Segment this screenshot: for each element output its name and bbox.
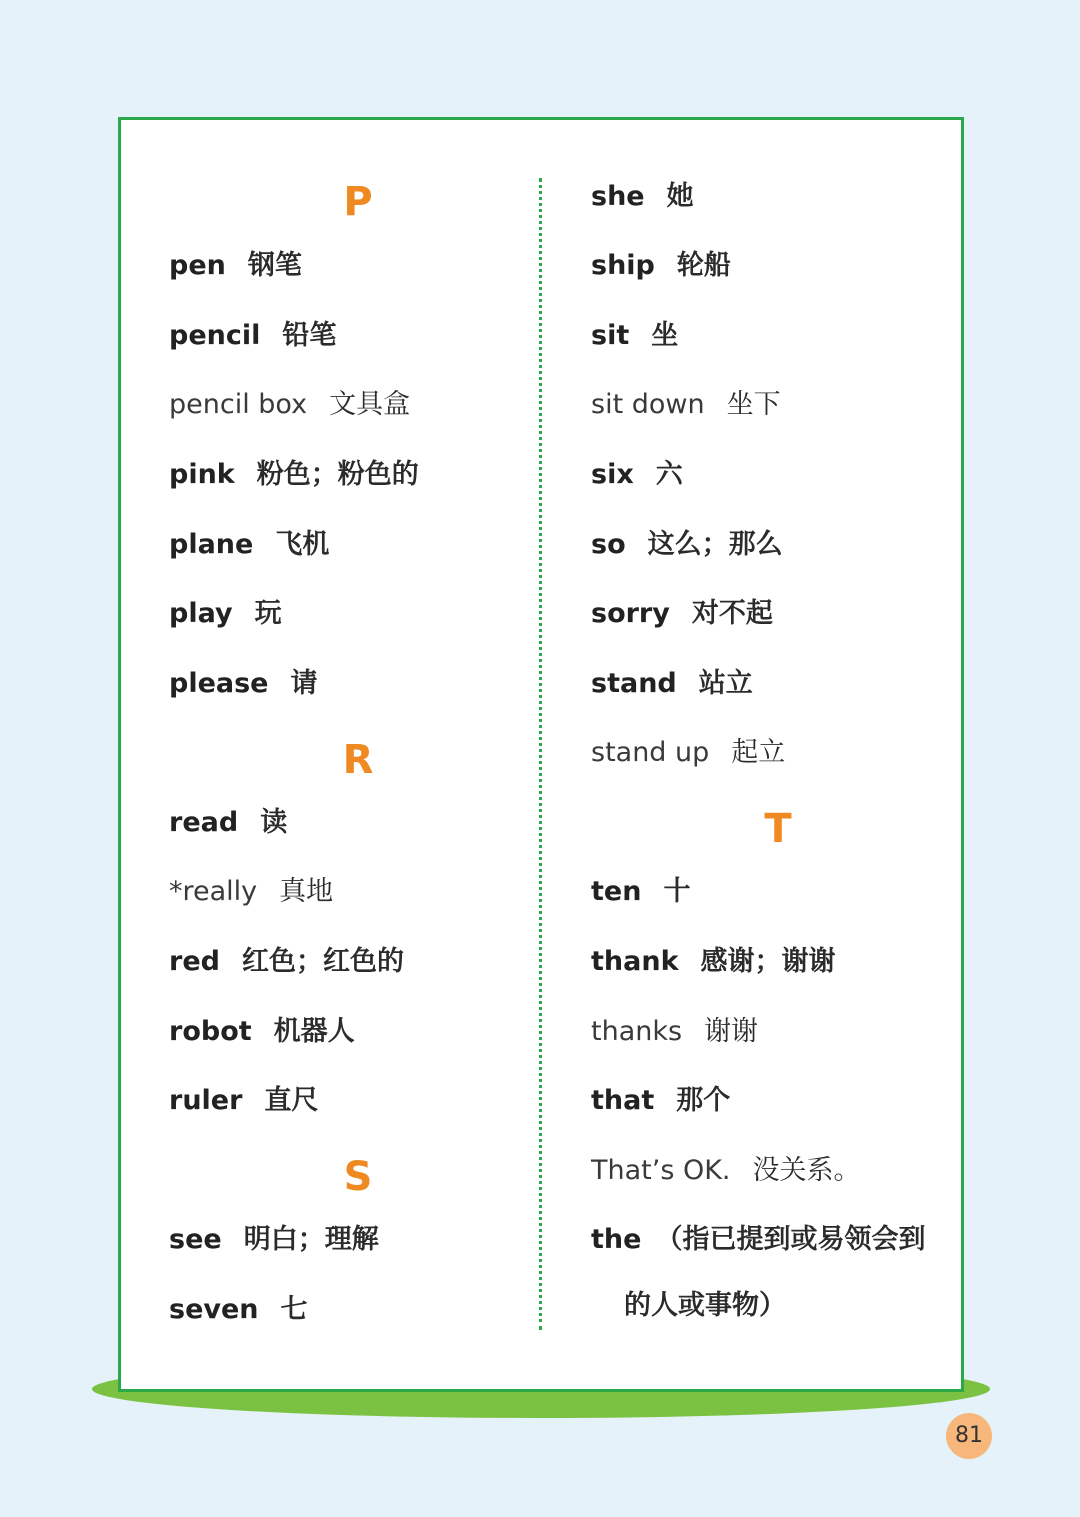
entry-word: That’s OK. <box>591 1155 731 1186</box>
entry-word: stand up <box>591 737 710 768</box>
vocab-entry-please <box>169 664 318 704</box>
entry-word: plane <box>169 529 254 560</box>
entry-word: pencil <box>169 320 261 351</box>
entry-word: she <box>591 181 645 212</box>
vocab-entry-sit <box>591 316 678 356</box>
entry-meaning: 钢笔 <box>247 250 302 281</box>
entry-meaning: 铅笔 <box>282 320 337 351</box>
entry-meaning: 起立 <box>731 737 786 768</box>
entry-meaning: 请 <box>290 668 318 699</box>
entry-word: the <box>591 1224 642 1255</box>
entry-meaning: 那个 <box>676 1085 731 1116</box>
section-letter-s: S <box>343 1154 373 1200</box>
entry-meaning: 这么；那么 <box>647 529 783 560</box>
entry-meaning: 她 <box>666 181 694 212</box>
entry-word: six <box>591 459 634 490</box>
section-letter-t: T <box>764 806 792 852</box>
entry-meaning: 站立 <box>698 668 753 699</box>
entry-word: read <box>169 807 239 838</box>
entry-meaning: 谢谢 <box>704 1016 759 1047</box>
section-letter-r: R <box>342 737 374 783</box>
vocab-entry-stand-up <box>591 733 785 773</box>
vocab-entry-read <box>169 803 287 843</box>
entry-meaning: 飞机 <box>275 529 330 560</box>
vocab-entry-ten <box>591 872 690 912</box>
entry-word: that <box>591 1085 655 1116</box>
entry-word: please <box>169 668 269 699</box>
entry-meaning: 明白；理解 <box>243 1224 379 1255</box>
vocab-entry-see <box>169 1220 379 1260</box>
entry-meaning: 读 <box>260 807 288 838</box>
entry-meaning: 粉色；粉色的 <box>256 459 419 490</box>
entry-word: ten <box>591 876 642 907</box>
entry-meaning: 没关系。 <box>752 1155 861 1186</box>
entry-word: sit down <box>591 389 705 420</box>
entry-word: red <box>169 946 220 977</box>
vocab-entry-robot <box>169 1012 355 1052</box>
entry-word: see <box>169 1224 222 1255</box>
vocab-entry-red <box>169 942 404 982</box>
entry-meaning: 七 <box>280 1294 308 1325</box>
vocab-entry-pencil-box <box>169 385 410 425</box>
entry-meaning: 轮船 <box>676 250 731 281</box>
entry-word: ruler <box>169 1085 243 1116</box>
entry-word: robot <box>169 1016 252 1047</box>
vocab-entry-so <box>591 525 783 565</box>
entry-word: pink <box>169 459 235 490</box>
entry-meaning: 玩 <box>254 598 282 629</box>
entry-meaning: 坐 <box>651 320 679 351</box>
vocab-entry-seven <box>169 1290 308 1330</box>
vocab-entry-pink <box>169 455 419 495</box>
vocab-entry-plane <box>169 525 329 565</box>
vocab-entry-thanks <box>591 1012 758 1052</box>
entry-word: pen <box>169 250 226 281</box>
vocab-entry-sit-down <box>591 385 781 425</box>
entry-meaning: 对不起 <box>691 598 773 629</box>
entry-word: play <box>169 598 233 629</box>
vocab-entry-ruler <box>169 1081 318 1121</box>
entry-meaning: 六 <box>655 459 683 490</box>
entry-meaning: 直尺 <box>264 1085 319 1116</box>
vocab-entry-sorry <box>591 594 773 634</box>
entry-meaning: 坐下 <box>726 389 781 420</box>
entry-meaning: （指已提到或易领会到 <box>655 1224 926 1255</box>
vocab-entry-really <box>169 872 333 912</box>
entry-word: so <box>591 529 626 560</box>
vocab-entry-pencil <box>169 316 336 356</box>
entry-word: *really <box>169 876 258 907</box>
column-divider <box>539 178 542 1330</box>
entry-word: seven <box>169 1294 259 1325</box>
entry-word: sorry <box>591 598 670 629</box>
vocab-entry-she <box>591 177 694 217</box>
vocab-entry-thats-ok <box>591 1151 861 1191</box>
entry-word: sit <box>591 320 630 351</box>
entry-meaning: 文具盒 <box>329 389 411 420</box>
vocab-entry-pen <box>169 246 302 286</box>
entry-word: thank <box>591 946 679 977</box>
vocab-entry-the-continuation: 的人或事物） <box>624 1290 786 1321</box>
entry-word: thanks <box>591 1016 683 1047</box>
entry-meaning: 感谢；谢谢 <box>700 946 836 977</box>
page-number-badge: 81 <box>946 1413 992 1459</box>
vocab-entry-that <box>591 1081 730 1121</box>
vocab-entry-stand <box>591 664 753 704</box>
vocab-entry-ship <box>591 246 731 286</box>
entry-meaning: 真地 <box>279 876 334 907</box>
vocab-entry-the <box>591 1220 925 1260</box>
section-letter-p: P <box>343 179 373 225</box>
entry-word: stand <box>591 668 677 699</box>
entry-meaning: 机器人 <box>273 1016 355 1047</box>
entry-word: pencil box <box>169 389 308 420</box>
entry-word: ship <box>591 250 655 281</box>
vocab-entry-play <box>169 594 282 634</box>
entry-meaning: 十 <box>663 876 691 907</box>
vocab-entry-thank <box>591 942 836 982</box>
vocab-entry-six <box>591 455 683 495</box>
entry-meaning: 红色；红色的 <box>241 946 404 977</box>
